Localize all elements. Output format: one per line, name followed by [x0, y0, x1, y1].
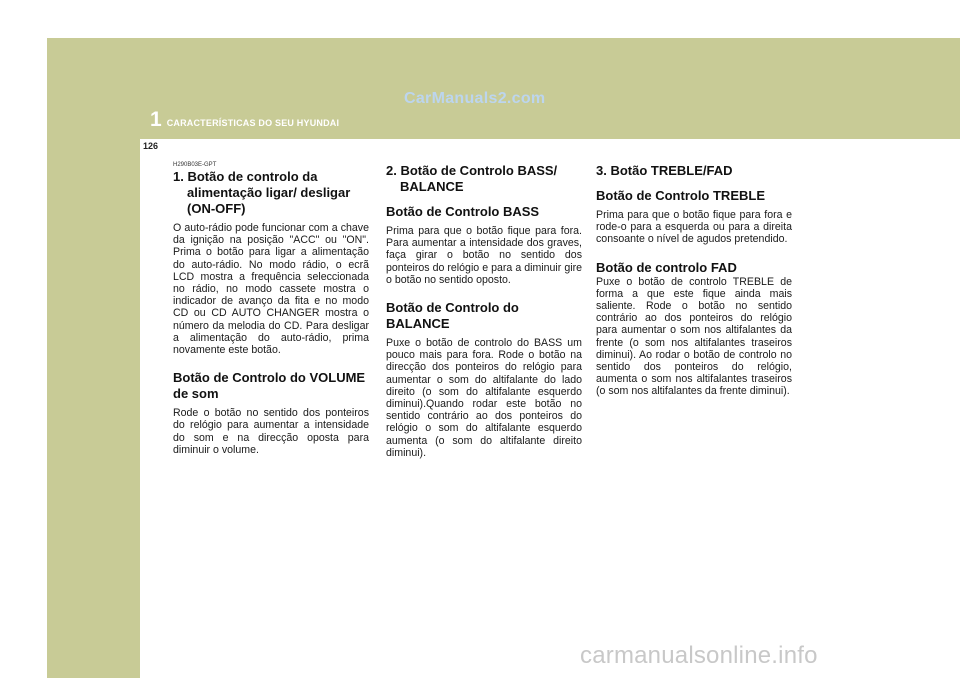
- balance-heading: Botão de Controlo do BALANCE: [386, 300, 519, 332]
- bass-balance-heading: 2. Botão de Controlo BASS/ BALANCE: [386, 163, 558, 194]
- volume-text: Rode o botão no sentido dos ponteiros do relógio para aumentar a intensidade do som e na direcção oposta para diminuir o volume.: [173, 407, 369, 456]
- treble-fad-heading: 3. Botão TREBLE/FAD: [596, 163, 733, 178]
- bass-heading: Botão de Controlo BASS: [386, 204, 540, 219]
- page-number: 126: [143, 141, 159, 151]
- treble-text: Prima para que o botão fique para fora e rode-o para a esquerda ou para a direita consoante o nível de agudos pretendido.: [596, 209, 792, 246]
- column-left: [173, 162, 369, 456]
- balance-text: Puxe o botão de controlo do BASS um pouco mais para fora. Rode o botão na direcção dos ponteiros do relógio para aumentar o som do altifalante do lado direito (o som do altifalante esquerdo diminui).Quando rodar este botão no sentido contrário ao dos ponteiros do relógio o som do altifalante esquerdo aumenta (o som do altifalante direito diminui).: [386, 337, 582, 459]
- volume-heading: Botão de Controlo do VOLUME de som: [173, 370, 366, 402]
- power-button-heading: 1. Botão de controlo da alimentação ligar/ desligar (ON-OFF): [173, 169, 351, 216]
- fad-heading: Botão de controlo FAD: [596, 259, 737, 275]
- chapter-header: [150, 108, 339, 132]
- treble-heading: Botão de Controlo TREBLE: [596, 188, 765, 203]
- section-code: H290B03E-GPT: [173, 162, 217, 168]
- left-margin-strip: [47, 139, 140, 678]
- bass-text: Prima para que o botão fique para fora. Para aumentar a intensidade dos graves, faça girar o botão no sentido dos ponteiros do relógio e para a diminuir gire o botão no sentido oposto.: [386, 225, 582, 286]
- chapter-title: CARACTERÍSTICAS DO SEU HYUNDAI: [166, 118, 340, 128]
- header-watermark[interactable]: CarManuals2.com: [404, 90, 546, 107]
- fad-text: Puxe o botão de controlo TREBLE de forma a que este fique ainda mais saliente. Rode o botão no sentido contrário ao dos ponteiros do relógio para aumentar o som nos altifalantes da frente (o som nos altifalantes traseiros diminui). Ao rodar o botão de controlo no sentido dos ponteiros do relógio, aumenta o som nos altifalantes traseiros (o som nos altifalantes da frente diminui).: [596, 275, 792, 398]
- power-button-text: O auto-rádio pode funcionar com a chave da ignição na posição "ACC" ou "ON". Prima o botão para ligar a alimentação do auto-rádio. No modo rádio, o ecrã LCD mostra a frequência seleccionada no rádio, no modo cassete mostra o indicador de avanço da fita e no modo CD ou CD AUTO CHANGER mostra o número da melodia do CD. Para desligar a alimentação do auto-rádio, prima novamente este botão.: [173, 222, 369, 357]
- chapter-number: 1: [150, 108, 162, 131]
- column-right: [596, 163, 792, 398]
- footer-watermark[interactable]: carmanualsonline.info: [580, 642, 818, 669]
- column-middle: [386, 163, 582, 459]
